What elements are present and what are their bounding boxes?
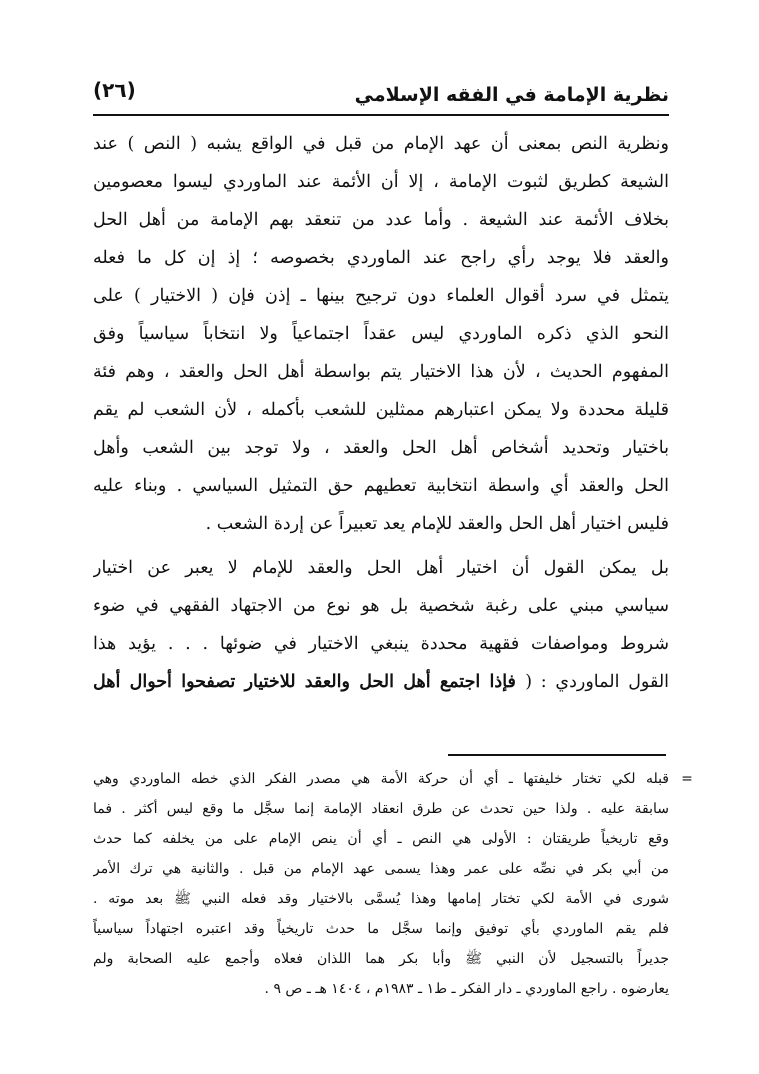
footnote-line: يعارضوه . راجع الماوردي ـ دار الفكر ـ ط١ ـ ١٩٨٣م ، ١٤٠٤ هـ ـ ص ٩ . bbox=[264, 981, 669, 997]
quote-intro: القول الماوردي : ( bbox=[525, 672, 669, 692]
footnote-line: قبله لكي تختار خليفتها ـ أي أن حركة الأمة هي مصدر الفكر الذي خطه الماوردي وهي bbox=[93, 771, 669, 787]
text-line: بخلاف الأئمة عند الشيعة . وأما عدد من تنعقد بهم الإمامة من أهل الحل bbox=[93, 210, 669, 230]
text-line: فليس اختيار أهل الحل والعقد للإمام يعد تعبيراً عن إردة الشعب . bbox=[205, 514, 669, 534]
page-header bbox=[93, 70, 669, 116]
footnote-divider bbox=[448, 754, 666, 756]
paragraph-2 bbox=[93, 549, 669, 701]
text-line: الشيعة كطريق لثبوت الإمامة ، إلا أن الأئمة عند الماوردي ليسوا معصومين bbox=[93, 172, 669, 192]
text-line-with-quote bbox=[93, 663, 669, 701]
text-line: بل يمكن القول أن اختيار أهل الحل والعقد للإمام لا يعبر عن اختيار bbox=[93, 558, 669, 578]
footnote-continuation-marker: = bbox=[681, 771, 693, 787]
footnote-line: فلم يقم الماوردي بأي توفيق وإنما سجَّل ما حدث تاريخياً وقد اعتبره اجتهاداً سياسياً bbox=[93, 921, 669, 937]
quote-bold-text: فإذا اجتمع أهل الحل والعقد للاختيار تصفحوا أحوال أهل bbox=[93, 672, 526, 692]
text-line: المفهوم الحديث ، لأن هذا الاختيار يتم بواسطة أهل الحل والعقد ، وهم فئة bbox=[93, 362, 669, 382]
paragraph-1 bbox=[93, 125, 669, 543]
text-line: يتمثل في سرد أقوال العلماء دون ترجيح بينها ـ إذن فإن ( الاختيار ) على bbox=[93, 286, 669, 306]
text-line: قليلة محددة ولا يمكن اعتبارهم ممثلين للشعب بأكمله ، لأن الشعب لم يقم bbox=[93, 400, 669, 420]
running-title: نظرية الإمامة في الفقه الإسلامي bbox=[354, 84, 669, 106]
text-line: النحو الذي ذكره الماوردي ليس عقداً اجتماعياً ولا انتخاباً سياسياً وفق bbox=[93, 324, 669, 344]
text-line: شروط ومواصفات فقهية محددة ينبغي الاختيار في ضوئها . . . يؤيد هذا bbox=[93, 634, 669, 654]
footnote-line: سابقة عليه . ولذا حين تحدث عن طرق انعقاد الإمامة إنما سجَّل ما وقع ليس أكثر . فما bbox=[93, 801, 669, 817]
text-line: والعقد فلا يوجد رأي راجح عند الماوردي بخصوصه ؛ إذ إن كل ما فعله bbox=[93, 248, 669, 268]
text-line: الحل والعقد أي واسطة انتخابية تعطيهم حق التمثيل السياسي . وبناء عليه bbox=[93, 476, 669, 496]
page-number: (٢٦) bbox=[93, 78, 136, 102]
footnote-line: من أبي بكر في نصِّه على عمر وهذا يسمى عهد الإمام من قبل . والثانية هي ترك الأمر bbox=[93, 861, 669, 877]
footnote bbox=[93, 764, 693, 1004]
footnote-line: شورى في الأمة لكي تختار إمامها وهذا يُسمَّى بالاختيار وقد فعله النبي ﷺ بعد موته . bbox=[93, 891, 669, 907]
text-line: باختيار وتحديد أشخاص أهل الحل والعقد ، ولا توجد بين الشعب وأهل bbox=[93, 438, 669, 458]
main-text bbox=[93, 125, 669, 701]
footnote-line: جديراً بالتسجيل لأن النبي ﷺ وأبا بكر هما اللذان فعلاه وأجمع عليه الصحابة ولم bbox=[93, 951, 669, 967]
text-line: سياسي مبني على رغبة شخصية بل هو نوع من الاجتهاد الفقهي في ضوء bbox=[93, 596, 669, 616]
footnote-line: وقع تاريخياً طريقتان : الأولى هي النص ـ أي أن ينص الإمام على من يخلفه كما حدث bbox=[93, 831, 669, 847]
text-line: ونظرية النص بمعنى أن عهد الإمام من قبل في الواقع يشبه ( النص ) عند bbox=[93, 134, 669, 154]
